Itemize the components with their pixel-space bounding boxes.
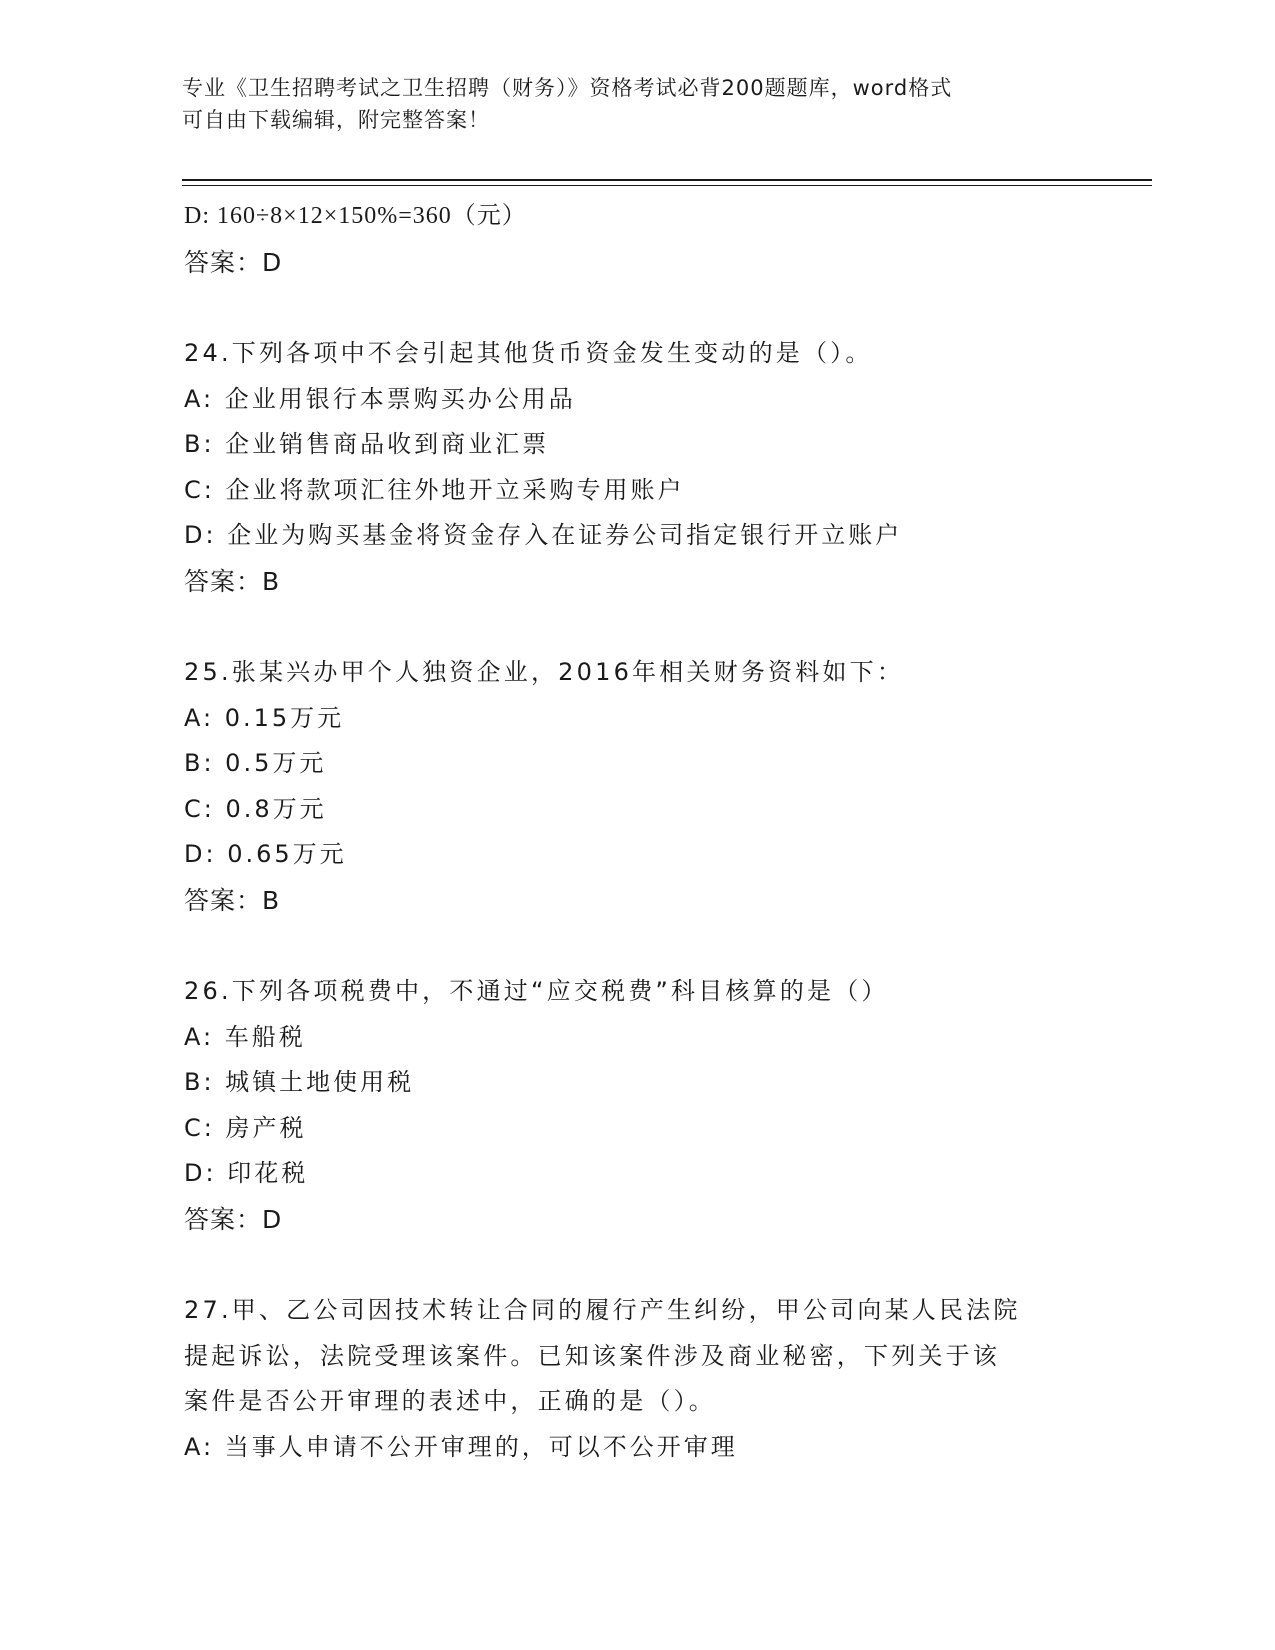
header-line-1: 专业《卫生招聘考试之卫生招聘（财务）》资格考试必背200题题库，word格式 [182, 76, 953, 100]
spacer [184, 285, 1144, 331]
spacer [184, 1242, 1144, 1288]
prev-option-d: D: 160÷8×12×150%=360（元） [184, 203, 527, 229]
question-27-option-a: A: 当事人申请不公开审理的，可以不公开审理 [184, 1432, 738, 1461]
question-24-answer: 答案：B [184, 566, 281, 596]
question-26-answer: 答案：D [184, 1204, 283, 1234]
question-26-stem: 26.下列各项税费中，不通过“应交税费”科目核算的是（） [184, 977, 889, 1005]
spacer [184, 604, 1144, 650]
question-27-stem-line-1: 27.甲、乙公司因技术转让合同的履行产生纠纷，甲公司向某人民法院 [184, 1296, 1021, 1324]
question-24-stem: 24.下列各项中不会引起其他货币资金发生变动的是（）。 [184, 339, 873, 367]
question-26-option-d: D: 印花税 [184, 1159, 309, 1187]
spacer [184, 923, 1144, 969]
header-rule-thick [182, 179, 1152, 181]
question-25-option-a: A: 0.15万元 [184, 703, 345, 732]
question-24-option-a: A: 企业用银行本票购买办公用品 [184, 384, 576, 413]
header-line-2: 可自由下载编辑，附完整答案！ [182, 108, 490, 132]
question-26-option-a: A: 车船税 [184, 1022, 306, 1051]
prev-answer: 答案：D [184, 247, 283, 277]
question-25-option-b: B: 0.5万元 [184, 749, 327, 777]
question-27-stem-line-2: 提起诉讼，法院受理该案件。已知该案件涉及商业秘密，下列关于该 [184, 1341, 1000, 1370]
question-24-option-d: D: 企业为购买基金将资金存入在证券公司指定银行开立账户 [184, 521, 903, 549]
question-25-answer: 答案：B [184, 885, 281, 915]
question-25-option-c: C: 0.8万元 [184, 794, 327, 823]
question-25-stem: 25.张某兴办甲个人独资企业，2016年相关财务资料如下： [184, 658, 905, 686]
document-header [182, 72, 1082, 136]
question-25-option-d: D: 0.65万元 [184, 840, 347, 868]
question-content [184, 194, 1144, 1470]
question-26-option-c: C: 房产税 [184, 1113, 307, 1142]
header-rule-thin [182, 185, 1152, 186]
question-26-option-b: B: 城镇土地使用税 [184, 1068, 415, 1096]
question-27-stem-line-3: 案件是否公开审理的表述中，正确的是（）。 [184, 1387, 716, 1415]
question-24-option-b: B: 企业销售商品收到商业汇票 [184, 430, 550, 458]
question-24-option-c: C: 企业将款项汇往外地开立采购专用账户 [184, 475, 685, 504]
